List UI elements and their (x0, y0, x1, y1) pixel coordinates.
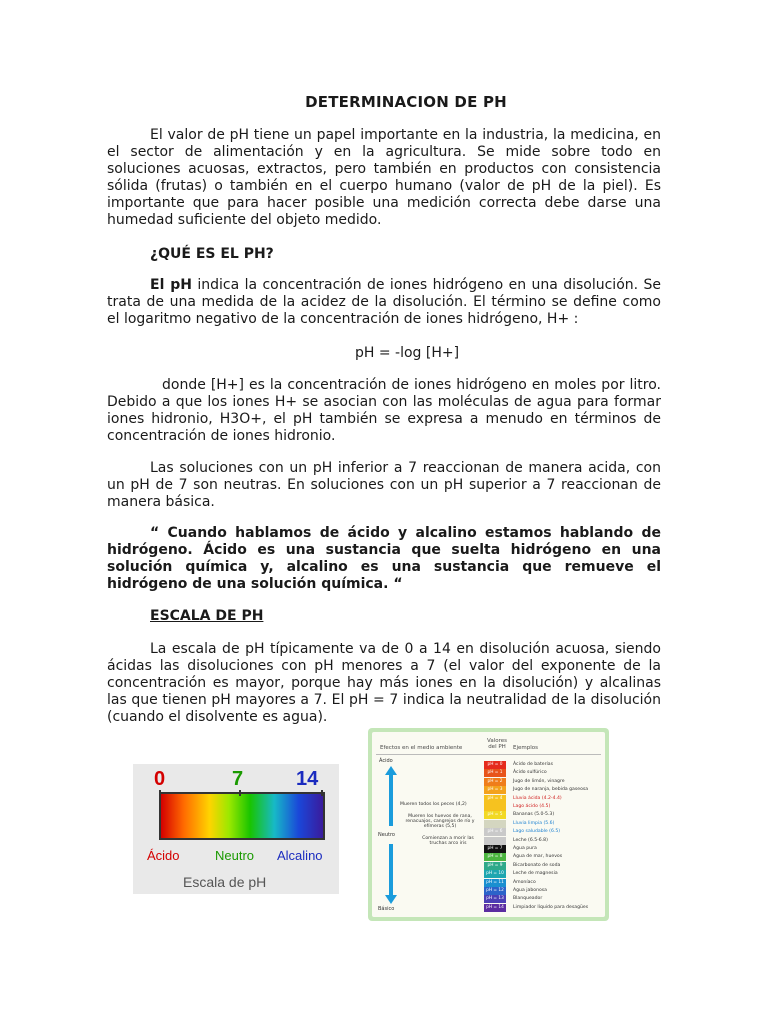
ph-example-text: Lluvia limpia (5.6) (513, 820, 555, 826)
ph-example-text: Blanqueador (513, 896, 543, 902)
ph-example-text: Jugo de naranja, bebida gaseosa (513, 787, 589, 793)
ph-scale-caption: Escala de pH (183, 874, 267, 890)
scale-number-7: 7 (232, 768, 244, 790)
ph-scale-paragraph: La escala de pH típicamente va de 0 a 14 en disolución acuosa, siendo ácidas las disoluciones con pH menores a 7 (el valor del exponente de la concentración es mayor, porque hay más iones en la disolución) y alcalinas las que tienen pH mayores a 7. El pH = 7 indica la neutralidad de la disolución (cuando el disolvente es agua). (107, 641, 661, 725)
ph-definition-text: indica la concentración de iones hidrógeno en una disolución. Se trata de una medida de la acidez de la disolución. El término se define como el logaritmo negativo de la concentración de iones hidrógeno, H+ : (107, 277, 661, 327)
label-acid: Ácido (147, 848, 180, 863)
note-frogs: Mueren los huevos de rana, renacuajos, cangrejos de río y efímeras (5,5) (405, 814, 475, 829)
ph-color-gradient-bar (159, 792, 325, 840)
ph-value-swatch: pH = 1 (484, 769, 506, 777)
arrow-down-shaft (389, 844, 393, 896)
label-acido: Ácido (379, 758, 393, 764)
scale-number-14: 14 (296, 768, 319, 790)
tick-0 (159, 790, 161, 796)
ph-example-text: Agua pura (513, 846, 537, 851)
header-examples: Ejemplos (513, 745, 538, 751)
ph-example-text: Jugo de limón, vinagre (513, 778, 565, 784)
ph-environment-table-figure (368, 728, 609, 921)
ph-value-swatch: pH = 14 (484, 904, 506, 912)
h-ion-paragraph: donde [H+] es la concentración de iones hidrógeno en moles por litro. Debido a que los iones H+ se asocian con las moléculas de agua para formar iones hidronio, H3O+, el pH también se expresa a menudo en términos de concentración de iones hidronio. (107, 377, 661, 444)
tick-7 (239, 790, 241, 796)
ph-value-swatch: pH = 0 (484, 761, 506, 769)
header-values: Valores del PH (487, 738, 507, 750)
ph-example-text: Ácido sulfúrico (513, 770, 547, 776)
ph-example-text: Bicarbonato de soda (513, 862, 561, 868)
section-heading-ph-scale: ESCALA DE PH (150, 608, 264, 624)
ph-value-swatch: pH = 3 (484, 786, 506, 794)
ph-example-text: Lago ácido (4.5) (513, 804, 551, 809)
ph-example-text: Limpiador líquido para desagües (513, 904, 589, 910)
label-basico: Básico (378, 906, 395, 912)
arrow-down-icon (385, 895, 397, 904)
note-fish: Mueren todos los peces (4,2) (400, 802, 467, 807)
ph-definition-paragraph (107, 277, 661, 328)
ph-example-text: Lago saludable (6.5) (513, 829, 561, 835)
ph-example-text: Amoníaco (513, 879, 536, 885)
ph-value-swatch: pH = 10 (484, 870, 506, 878)
ph-value-swatch (484, 820, 506, 828)
ph-value-swatch (484, 803, 506, 811)
ph-value-swatch: pH = 7 (484, 845, 506, 853)
header-effects: Efectos en el medio ambiente (380, 745, 463, 751)
ph-value-swatch: pH = 9 (484, 862, 506, 870)
ph-value-swatch (484, 837, 506, 845)
section-heading-what-is-ph: ¿QUÉ ES EL PH? (150, 246, 274, 262)
ph-value-swatch: pH = 4 (484, 795, 506, 803)
ph-value-swatch: pH = 12 (484, 887, 506, 895)
tick-14 (321, 790, 323, 796)
ph-example-text: Bananas (5.0-5.3) (513, 812, 555, 818)
ph-example-text: Ácido de baterías (513, 762, 553, 767)
ph-value-swatch: pH = 5 (484, 811, 506, 819)
ph-value-swatch: pH = 8 (484, 853, 506, 861)
ph-example-text: Leche de magnesia (513, 871, 558, 877)
ph-example-text: Leche (6.5-6.8) (513, 837, 548, 843)
document-title: DETERMINACION DE PH (305, 93, 507, 111)
acid-base-paragraph: Las soluciones con un pH inferior a 7 reaccionan de manera acida, con un pH de 7 son neutras. En soluciones con un pH superior a 7 reaccionan de manera básica. (107, 460, 661, 510)
ph-value-swatch: pH = 2 (484, 778, 506, 786)
ph-value-swatch: pH = 13 (484, 895, 506, 903)
ph-term: El pH (150, 277, 192, 293)
ph-example-text: Agua de mar, huevos (513, 854, 563, 860)
label-neutro: Neutro (378, 832, 395, 838)
ph-example-text: Agua jabonosa (513, 888, 547, 893)
header-divider (376, 754, 601, 755)
arrow-up-shaft (389, 774, 393, 826)
note-trout: Comienzan a morir las truchas arco iris (422, 836, 474, 846)
scale-number-0: 0 (154, 768, 166, 790)
ph-scale-figure (133, 764, 339, 894)
hydrogen-quote: “ Cuando hablamos de ácido y alcalino estamos hablando de hidrógeno. Ácido es una sustancia que suelta hidrógeno en una solución química y, alcalino es una sustancia que remueve el hidrógeno de una solución química. “ (107, 525, 661, 592)
intro-paragraph: El valor de pH tiene un papel importante en la industria, la medicina, en el sector de alimentación y en la agricultura. Se mide sobre todo en soluciones acuosas, extractos, pero también en productos con consistencia sólida (frutas) o también en el cuerpo humano (valor de pH de la piel). Es importante que para hacer posible una medición correcta debe darse una humedad suficiente del objeto medido. (107, 127, 661, 228)
arrow-up-icon (385, 766, 397, 775)
ph-value-swatch: pH = 6 (484, 828, 506, 836)
label-alkaline: Alcalino (277, 848, 323, 863)
ph-value-swatch: pH = 11 (484, 879, 506, 887)
label-neutral: Neutro (215, 848, 255, 863)
ph-example-text: Lluvia ácida (4.2-4.4) (513, 795, 562, 801)
ph-formula: pH = -log [H+] (355, 345, 460, 361)
ph-table-panel (372, 732, 605, 917)
